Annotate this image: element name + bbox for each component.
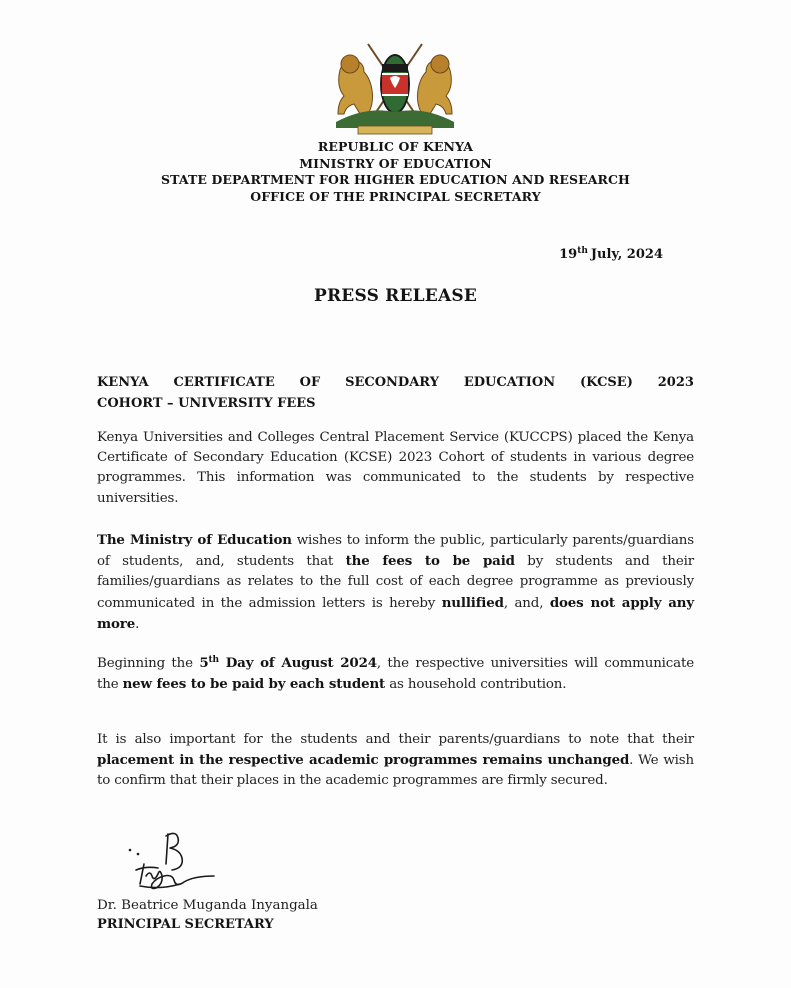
body-text: It is also important for the students and their parents/guardians to note that their — [97, 732, 694, 747]
subject-word: EDUCATION — [463, 375, 556, 390]
bold-text: the fees to be paid — [345, 553, 515, 570]
body-text: wishes to inform the public, particularly parents/guardians of students, and, students that — [97, 533, 695, 570]
body-text: . — [135, 616, 140, 632]
ordinal-suffix: th — [208, 655, 219, 665]
release-date — [559, 246, 663, 262]
body-text: , and, — [503, 595, 550, 611]
paragraph-placement: Kenya Universities and Colleges Central Placement Service (KUCCPS) placed the Kenya Certificate of Secondary Education (KCSE) 2023 Cohort of students in various degree programmes. This information was communicated to the students by respective universities. — [97, 430, 694, 506]
letterhead-ministry: MINISTRY OF EDUCATION — [299, 156, 492, 171]
letterhead-office: OFFICE OF THE PRINCIPAL SECRETARY — [250, 189, 541, 204]
document-title: PRESS RELEASE — [314, 286, 477, 306]
letterhead-department: STATE DEPARTMENT FOR HIGHER EDUCATION AND RESEARCH — [161, 172, 630, 187]
subject-word: OF — [299, 375, 321, 390]
bold-text: The Ministry of Education — [97, 532, 292, 548]
body-text: by students and their families/guardians as relates to the full cost of each degree programme as previously communicated in the admission letters is hereby — [97, 554, 694, 611]
bold-text: new fees to be paid by each student — [122, 676, 386, 693]
subject-line-1 — [97, 372, 694, 393]
handwritten-signature — [122, 830, 237, 894]
body-text: as household contribution. — [385, 677, 567, 693]
paragraph-new-fees — [97, 650, 694, 695]
subject-word: SECONDARY — [345, 375, 439, 390]
bold-text: nullified — [441, 594, 504, 611]
body-text: , the respective universities will communicate the — [97, 656, 694, 693]
subject-heading — [97, 372, 694, 414]
paragraph-placement-unchanged — [97, 730, 694, 792]
bold-text: placement in the respective academic programmes remains unchanged — [97, 752, 630, 769]
body-text: . We wish to confirm that their places in the academic programmes are firmly secured. — [97, 753, 694, 789]
kenya-coat-of-arms-icon — [328, 40, 462, 136]
subject-word: KENYA — [97, 375, 149, 390]
letterhead-country: REPUBLIC OF KENYA — [317, 139, 474, 154]
signatory-title: PRINCIPAL SECRETARY — [97, 917, 274, 932]
bold-text — [199, 655, 377, 671]
bold-date: Day of August 2024 — [218, 655, 377, 671]
paragraph-fees-nullified — [97, 530, 694, 635]
subject-word: CERTIFICATE — [173, 375, 275, 390]
bold-number: 5 — [199, 655, 209, 671]
date-rest: July, 2024 — [590, 247, 663, 262]
subject-word: 2023 — [657, 375, 694, 390]
date-day: 19 — [559, 247, 578, 262]
subject-line-2: COHORT – UNIVERSITY FEES — [97, 396, 316, 411]
bold-text: does not apply any more — [97, 594, 694, 632]
date-suffix: th — [577, 246, 588, 256]
signatory-name: Dr. Beatrice Muganda Inyangala — [97, 898, 318, 913]
body-text: Beginning the — [97, 656, 200, 671]
subject-word: (KCSE) — [579, 375, 633, 390]
